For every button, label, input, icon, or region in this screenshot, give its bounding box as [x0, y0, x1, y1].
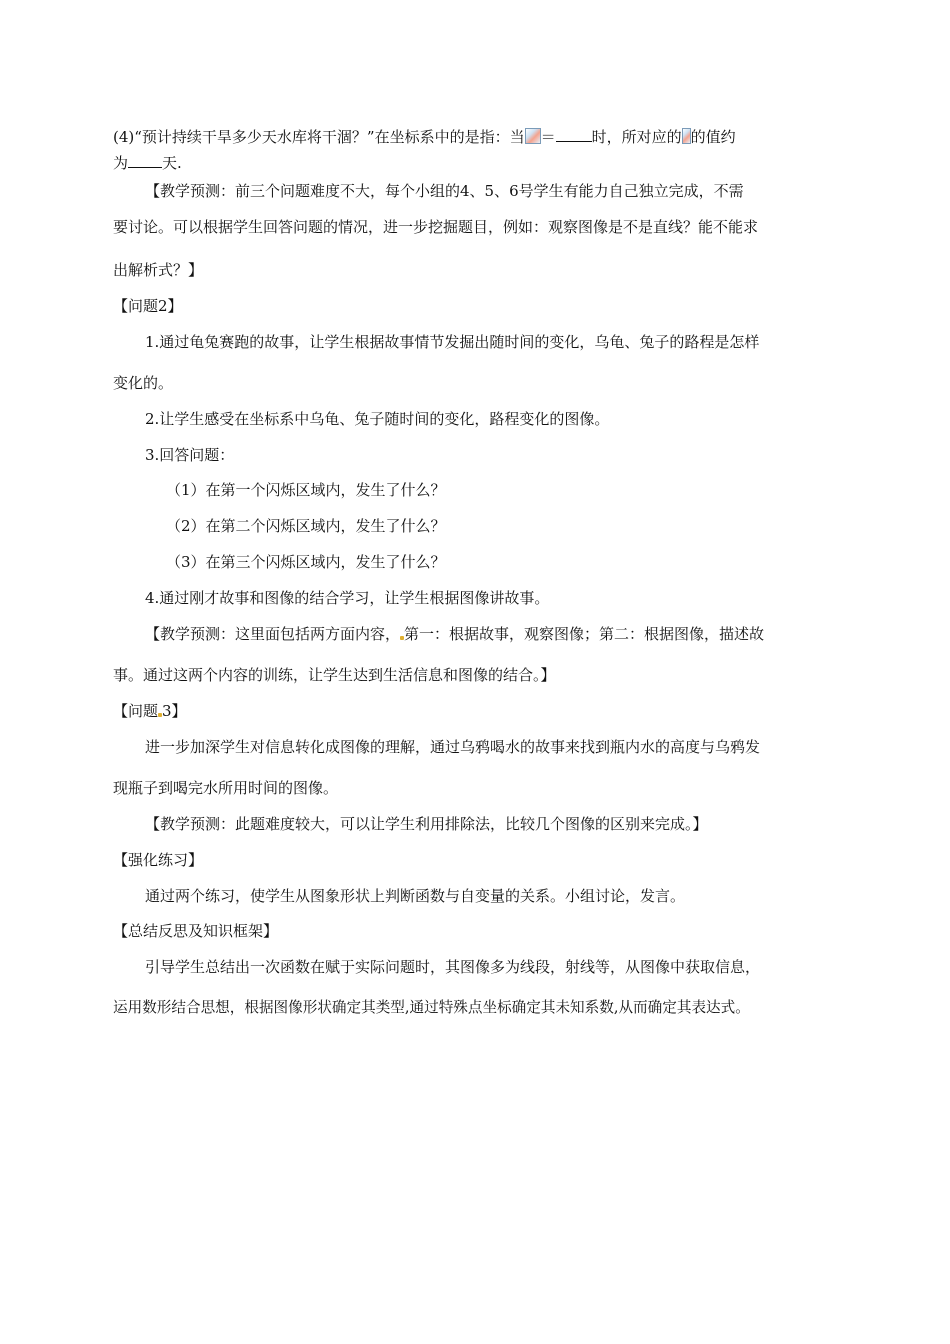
problem-2-item-2: 2.让学生感受在坐标系中乌龟、兔子随时间的变化，路程变化的图像。 [145, 410, 610, 428]
problem-3-text-b: ，通过乌鸦喝水的故事来找到瓶内水的高度与乌鸦发 [415, 738, 761, 756]
problem-3-line-2: 现瓶子到喝完水所用时间的图像。 [113, 779, 339, 797]
prediction-2-text-a: 【教学预测：这里面包括两方面内容， [145, 625, 401, 643]
teaching-prediction-2-line-2: 事。通过这两个内容的训练，让学生达到生活信息和图像的结合。】 [113, 666, 556, 684]
problem-2-heading: 【问题2】 [113, 297, 183, 315]
summary-line-2: 运用数形结合思想，根据图像形状确定其类型,通过特殊点坐标确定其未知系数,从而确定其表达式。 [113, 999, 750, 1016]
problem-2-sub-question-1: （1）在第一个闪烁区域内，发生了什么？ [166, 481, 446, 499]
question-4-text-2: 时，所对应的 [591, 128, 682, 146]
question-4-line-1 [113, 127, 736, 147]
problem-2-item-1-line-1: 1.通过龟兔赛跑的故事，让学生根据故事情节发掘出随时间的变化，乌龟、兔子的路程是怎样 [145, 333, 760, 351]
problem-3-line-1 [145, 737, 760, 757]
teaching-prediction-3: 【教学预测：此题难度较大，可以让学生利用排除法，比较几个图像的区别来完成。】 [145, 815, 708, 833]
prediction-2-text-b: 第一：根据故事，观察图像；第二：根据图像，描述故 [404, 625, 765, 643]
teaching-prediction-1-line-1: 【教学预测：前三个问题难度不大，每个小组的4、5、6号学生有能力自己独立完成，不需 [145, 182, 744, 200]
problem-2-sub-question-2: （2）在第二个闪烁区域内，发生了什么？ [166, 517, 446, 535]
problem-3-heading-b: 3】 [162, 702, 187, 720]
problem-2-item-4: 4.通过刚才故事和图像的结合学习，让学生根据图像讲故事。 [145, 589, 550, 607]
problem-2-item-3: 3.回答问题： [145, 446, 235, 464]
teaching-prediction-2-line-1 [145, 624, 764, 644]
question-4-text-3: 的值约 [690, 128, 736, 146]
question-4-text: (4)“预计持续干旱多少天水库将干涸？”在坐标系中的是指：当 [113, 128, 525, 146]
problem-2-item-1-line-2: 变化的。 [113, 374, 174, 392]
question-4-text-5: 天. [162, 154, 182, 172]
formula-image-icon [525, 128, 541, 144]
practice-text: 通过两个练习，使学生从图象形状上判断函数与自变量的关系。小组讨论，发言。 [145, 887, 686, 905]
practice-heading: 【强化练习】 [113, 851, 204, 869]
summary-line-1: 引导学生总结出一次函数在赋于实际问题时，其图像多为线段，射线等，从图像中获取信息， [145, 958, 761, 976]
equals-sign: ＝ [540, 128, 556, 146]
problem-2-sub-question-3: （3）在第三个闪烁区域内，发生了什么？ [166, 553, 446, 571]
problem-3-text-a: 进一步加深学生对信息转化成图像的理解 [145, 738, 416, 756]
teaching-prediction-1-line-2: 要讨论。可以根据学生回答问题的情况，进一步挖掘题目，例如：观察图像是不是直线？能不能求 [113, 218, 759, 236]
question-4-line-2 [113, 153, 182, 173]
question-4-text-4: 为 [113, 154, 129, 172]
problem-3-heading [113, 701, 187, 721]
formula-image-icon [682, 128, 691, 144]
answer-blank-2[interactable] [128, 153, 162, 168]
problem-3-heading-a: 【问题 [113, 702, 159, 720]
answer-blank-1[interactable] [556, 127, 592, 142]
summary-heading: 【总结反思及知识框架】 [113, 922, 279, 940]
teaching-prediction-1-line-3: 出解析式？】 [113, 261, 204, 279]
